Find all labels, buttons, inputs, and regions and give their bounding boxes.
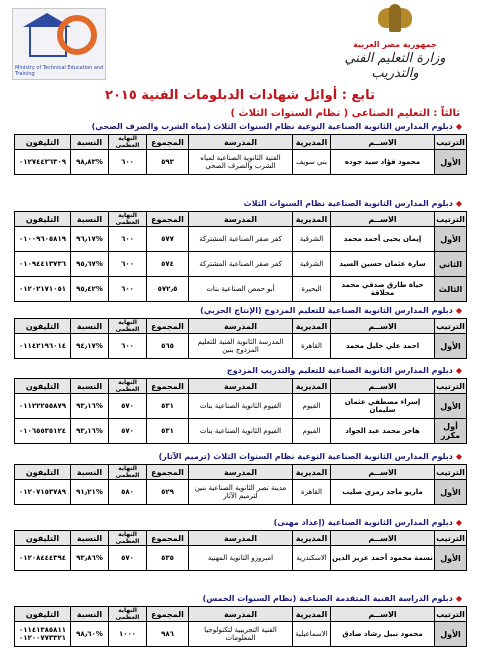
section-heading-text: دبلوم الدراسة الفنية المتقدمة الصناعية (نظام السنوات الخمس) bbox=[202, 594, 453, 603]
cell-name: محمود نبيل رشاد صادق bbox=[331, 622, 435, 647]
column-header-max: النهاية العظمى bbox=[109, 212, 147, 227]
column-header-rank: الترتيب bbox=[435, 465, 467, 480]
cell-name: هاجر محمد عبد الجواد bbox=[331, 419, 435, 444]
table-header-row bbox=[15, 465, 467, 480]
table-row bbox=[15, 277, 467, 302]
section-heading-text: دبلوم المدارس الثانوية الصناعية للتعليم المزدوج (الإنتاج الحربي) bbox=[200, 306, 453, 315]
column-header-school: المدرسة bbox=[189, 212, 293, 227]
column-header-directorate: المديرية bbox=[293, 212, 331, 227]
cell-rank: الأول bbox=[435, 480, 467, 505]
column-header-max: النهاية العظمى bbox=[109, 465, 147, 480]
cell-rank: الأول bbox=[435, 334, 467, 359]
results-table bbox=[14, 606, 467, 647]
cell-school: كفر صقر الصناعية المشتركة bbox=[189, 252, 293, 277]
results-table bbox=[14, 134, 467, 175]
column-header-rank: الترتيب bbox=[435, 212, 467, 227]
cell-phone: ٠١٢٧٤٤٣٦٣٠٩ bbox=[15, 150, 71, 175]
cell-phone: ٠١٠٠٩٦٠٥٨١٩ bbox=[15, 227, 71, 252]
cell-max: ٦٠٠ bbox=[109, 277, 147, 302]
column-header-school: المدرسة bbox=[189, 531, 293, 546]
cell-percent: %٩٤٫١٧ bbox=[71, 334, 109, 359]
table-header-row bbox=[15, 212, 467, 227]
page-header bbox=[0, 0, 480, 88]
cell-rank: الثاني bbox=[435, 252, 467, 277]
cell-total: ٩٨٦ bbox=[147, 622, 189, 647]
bullet-icon: ◆ bbox=[455, 518, 462, 527]
gear-icon bbox=[57, 15, 97, 55]
cell-name: حياة طارق صدقي محمد محلاقة bbox=[331, 277, 435, 302]
section-heading bbox=[200, 306, 462, 315]
column-header-name: الاســم bbox=[331, 212, 435, 227]
cell-school: المدرسة الثانوية الفنية للتعليم المزدوج بنين bbox=[189, 334, 293, 359]
results-table bbox=[14, 530, 467, 571]
table-row bbox=[15, 150, 467, 175]
column-header-phone: التليفون bbox=[15, 319, 71, 334]
cell-directorate: البحيرة bbox=[293, 277, 331, 302]
column-header-name: الاســم bbox=[331, 135, 435, 150]
column-header-name: الاســم bbox=[331, 531, 435, 546]
cell-name: إيمان يحيى أحمد محمد bbox=[331, 227, 435, 252]
section-heading-text: دبلوم المدارس الثانوية الصناعية للتعليم والتدريب المزدوج bbox=[226, 366, 453, 375]
table-row bbox=[15, 622, 467, 647]
column-header-school: المدرسة bbox=[189, 135, 293, 150]
section-title: ثالثاً : التعليم الصناعى ( نظام السنوات الثلاث ) bbox=[230, 108, 460, 119]
cell-school: الفنية التجريبية لتكنولوجيا المعلومات bbox=[189, 622, 293, 647]
table-row bbox=[15, 419, 467, 444]
cell-percent: %٩٨٫٦٠ bbox=[71, 622, 109, 647]
results-table bbox=[14, 211, 467, 302]
table-header-row bbox=[15, 531, 467, 546]
cell-directorate: الشرقية bbox=[293, 252, 331, 277]
column-header-rank: الترتيب bbox=[435, 135, 467, 150]
cell-name: نسمة محمود أحمد عزيز الدين bbox=[331, 546, 435, 571]
column-header-rank: الترتيب bbox=[435, 319, 467, 334]
cell-school: أبو حمص الصناعية بنات bbox=[189, 277, 293, 302]
column-header-rank: الترتيب bbox=[435, 607, 467, 622]
cell-phone: ٠١٠٦٥٥٣٥١٢٤ bbox=[15, 419, 71, 444]
table-header-row bbox=[15, 379, 467, 394]
cell-name: احمد علي خليل محمد bbox=[331, 334, 435, 359]
cell-percent: %٩٨٫٨٣ bbox=[71, 150, 109, 175]
cell-school: الفيوم الثانوية الصناعية بنات bbox=[189, 394, 293, 419]
cell-max: ٦٠٠ bbox=[109, 150, 147, 175]
cell-name: ماريو ماجد رمزي صليب bbox=[331, 480, 435, 505]
column-header-percent: النسبة bbox=[71, 135, 109, 150]
cell-directorate: القاهرة bbox=[293, 334, 331, 359]
column-header-directorate: المديرية bbox=[293, 531, 331, 546]
column-header-directorate: المديرية bbox=[293, 135, 331, 150]
section-heading-text: دبلوم المدارس الثانوية الصناعية النوعية نظام السنوات الثلاث (مياه الشرب والصرف الصحي) bbox=[91, 122, 453, 131]
column-header-phone: التليفون bbox=[15, 607, 71, 622]
cell-rank: الأول bbox=[435, 227, 467, 252]
results-table bbox=[14, 464, 467, 505]
cell-school: مدينة نصر الثانوية الصناعية بنين لترميم الآثار bbox=[189, 480, 293, 505]
cell-directorate: الاسماعيلية bbox=[293, 622, 331, 647]
column-header-max: النهاية العظمى bbox=[109, 379, 147, 394]
cell-rank: الأول bbox=[435, 150, 467, 175]
logo-caption: Ministry of Technical Education and Training bbox=[15, 65, 104, 77]
cell-total: ٥٣١ bbox=[147, 394, 189, 419]
cell-percent: %٩٦٫١٧ bbox=[71, 227, 109, 252]
results-table bbox=[14, 318, 467, 359]
cell-max: ٥٨٠ bbox=[109, 480, 147, 505]
cell-max: ٦٠٠ bbox=[109, 252, 147, 277]
section-heading bbox=[227, 366, 462, 375]
column-header-total: المجموع bbox=[147, 465, 189, 480]
column-header-phone: التليفون bbox=[15, 531, 71, 546]
section-heading-text: دبلوم المدارس الثانوية الصناعية (إعداد مهنى) bbox=[273, 518, 453, 527]
cell-directorate: القاهرة bbox=[293, 480, 331, 505]
column-header-total: المجموع bbox=[147, 212, 189, 227]
column-header-percent: النسبة bbox=[71, 379, 109, 394]
column-header-directorate: المديرية bbox=[293, 465, 331, 480]
column-header-name: الاســم bbox=[331, 607, 435, 622]
section-heading bbox=[92, 122, 462, 131]
cell-phone: ٠١٢٠٨٤٤٤٣٩٤ bbox=[15, 546, 71, 571]
bullet-icon: ◆ bbox=[455, 199, 462, 208]
bullet-icon: ◆ bbox=[455, 366, 462, 375]
cell-total: ٥٦٥ bbox=[147, 334, 189, 359]
column-header-phone: التليفون bbox=[15, 379, 71, 394]
column-header-max: النهاية العظمى bbox=[109, 319, 147, 334]
cell-max: ٥٧٠ bbox=[109, 394, 147, 419]
column-header-max: النهاية العظمى bbox=[109, 607, 147, 622]
cell-school: الفنية الثانوية الصناعية لمياه الشرب والصرف الصحى bbox=[189, 150, 293, 175]
table-row bbox=[15, 394, 467, 419]
cell-phone: ٠١١٢٢٢٥٥٨٧٩ bbox=[15, 394, 71, 419]
eagle-emblem-icon bbox=[378, 4, 412, 36]
cell-total: ٥٣١ bbox=[147, 419, 189, 444]
section-heading bbox=[244, 199, 462, 208]
column-header-total: المجموع bbox=[147, 607, 189, 622]
cell-rank: الأول bbox=[435, 546, 467, 571]
cell-phone: ٠١١٤٢١٩٦٠١٤ bbox=[15, 334, 71, 359]
column-header-school: المدرسة bbox=[189, 319, 293, 334]
column-header-max: النهاية العظمى bbox=[109, 531, 147, 546]
cell-percent: %٩٣٫١٦ bbox=[71, 394, 109, 419]
section-heading-text: دبلوم المدارس الثانوية الصناعية النوعية نظام السنوات الثلاث (ترميم الآثار) bbox=[158, 452, 453, 461]
section-heading bbox=[159, 452, 462, 461]
column-header-rank: الترتيب bbox=[435, 531, 467, 546]
column-header-name: الاســم bbox=[331, 465, 435, 480]
table-row bbox=[15, 480, 467, 505]
table-header-row bbox=[15, 607, 467, 622]
table-header-row bbox=[15, 135, 467, 150]
republic-name: جمهورية مصر العربية bbox=[353, 40, 437, 49]
cell-directorate: الفيوم bbox=[293, 419, 331, 444]
column-header-school: المدرسة bbox=[189, 379, 293, 394]
cell-school: كفر صقر الصناعية المشتركة bbox=[189, 227, 293, 252]
cell-phone: ٠١٢٠٧١٥٣٧٨٩ bbox=[15, 480, 71, 505]
column-header-phone: التليفون bbox=[15, 135, 71, 150]
cell-rank: الأول bbox=[435, 622, 467, 647]
cell-total: ٥٧٤ bbox=[147, 252, 189, 277]
cell-rank: الثالث bbox=[435, 277, 467, 302]
column-header-total: المجموع bbox=[147, 379, 189, 394]
column-header-total: المجموع bbox=[147, 135, 189, 150]
cell-max: ٦٠٠ bbox=[109, 334, 147, 359]
cell-directorate: الشرقية bbox=[293, 227, 331, 252]
table-row bbox=[15, 252, 467, 277]
cell-school: الفيوم الثانوية الصناعية بنات bbox=[189, 419, 293, 444]
column-header-name: الاســم bbox=[331, 319, 435, 334]
table-header-row bbox=[15, 319, 467, 334]
table-row bbox=[15, 227, 467, 252]
results-table bbox=[14, 378, 467, 444]
cell-phone: ٠١٢٠٢١٧١٠٥١ bbox=[15, 277, 71, 302]
column-header-percent: النسبة bbox=[71, 319, 109, 334]
cell-school: امبروزو الثانوية المهنية bbox=[189, 546, 293, 571]
cell-total: ٥٢٩ bbox=[147, 480, 189, 505]
cell-total: ٥٧٧ bbox=[147, 227, 189, 252]
cell-phone: ٠١٠٩٤٤١٣٧٣٦ bbox=[15, 252, 71, 277]
government-emblem bbox=[330, 4, 460, 84]
table-row bbox=[15, 546, 467, 571]
bullet-icon: ◆ bbox=[455, 122, 462, 131]
cell-max: ٥٧٠ bbox=[109, 419, 147, 444]
ministry-logo bbox=[12, 8, 106, 80]
column-header-directorate: المديرية bbox=[293, 607, 331, 622]
column-header-percent: النسبة bbox=[71, 607, 109, 622]
cell-percent: %٩٥٫٤٢ bbox=[71, 277, 109, 302]
cell-directorate: الفيوم bbox=[293, 394, 331, 419]
cell-percent: %٩١٫٢١ bbox=[71, 480, 109, 505]
cell-max: ٥٧٠ bbox=[109, 546, 147, 571]
column-header-percent: النسبة bbox=[71, 465, 109, 480]
column-header-max: النهاية العظمى bbox=[109, 135, 147, 150]
cell-rank: الأول bbox=[435, 394, 467, 419]
cell-max: ٦٠٠ bbox=[109, 227, 147, 252]
cell-rank: أول مكرر bbox=[435, 419, 467, 444]
cell-total: ٥٧٢٫٥ bbox=[147, 277, 189, 302]
bullet-icon: ◆ bbox=[455, 452, 462, 461]
column-header-directorate: المديرية bbox=[293, 319, 331, 334]
cell-directorate: بني سويف bbox=[293, 150, 331, 175]
cell-name: محمود فؤاد سيد جوده bbox=[331, 150, 435, 175]
cell-percent: %٩٣٫٨٦ bbox=[71, 546, 109, 571]
column-header-school: المدرسة bbox=[189, 607, 293, 622]
column-header-total: المجموع bbox=[147, 319, 189, 334]
cell-percent: %٩٥٫٦٧ bbox=[71, 252, 109, 277]
page-title: تابع : أوائل شهادات الدبلومات الفنية ٢٠١٥ bbox=[105, 88, 375, 103]
section-heading-text: دبلوم المدارس الثانوية الصناعية نظام السنوات الثلاث bbox=[243, 199, 453, 208]
cell-name: سارة عثمان حسين السيد bbox=[331, 252, 435, 277]
column-header-percent: النسبة bbox=[71, 531, 109, 546]
column-header-phone: التليفون bbox=[15, 465, 71, 480]
cell-name: إسراء مصطفي عثمان سليمان bbox=[331, 394, 435, 419]
bullet-icon: ◆ bbox=[455, 594, 462, 603]
cell-phone: ٠١١٤١٣٨٥٨١١ ٠١٢٠٠٧٧٣٣٢١ bbox=[15, 622, 71, 647]
section-heading bbox=[203, 594, 462, 603]
ministry-name: وزارة التعليم الفني والتدريب bbox=[344, 51, 446, 81]
cell-max: ١٠٠٠ bbox=[109, 622, 147, 647]
cell-total: ٥٣٥ bbox=[147, 546, 189, 571]
section-heading bbox=[274, 518, 462, 527]
column-header-percent: النسبة bbox=[71, 212, 109, 227]
column-header-name: الاســم bbox=[331, 379, 435, 394]
column-header-directorate: المديرية bbox=[293, 379, 331, 394]
column-header-school: المدرسة bbox=[189, 465, 293, 480]
cell-directorate: الاسكندرية bbox=[293, 546, 331, 571]
column-header-total: المجموع bbox=[147, 531, 189, 546]
column-header-phone: التليفون bbox=[15, 212, 71, 227]
table-row bbox=[15, 334, 467, 359]
bullet-icon: ◆ bbox=[455, 306, 462, 315]
cell-percent: %٩٣٫١٦ bbox=[71, 419, 109, 444]
column-header-rank: الترتيب bbox=[435, 379, 467, 394]
cell-total: ٥٩٣ bbox=[147, 150, 189, 175]
